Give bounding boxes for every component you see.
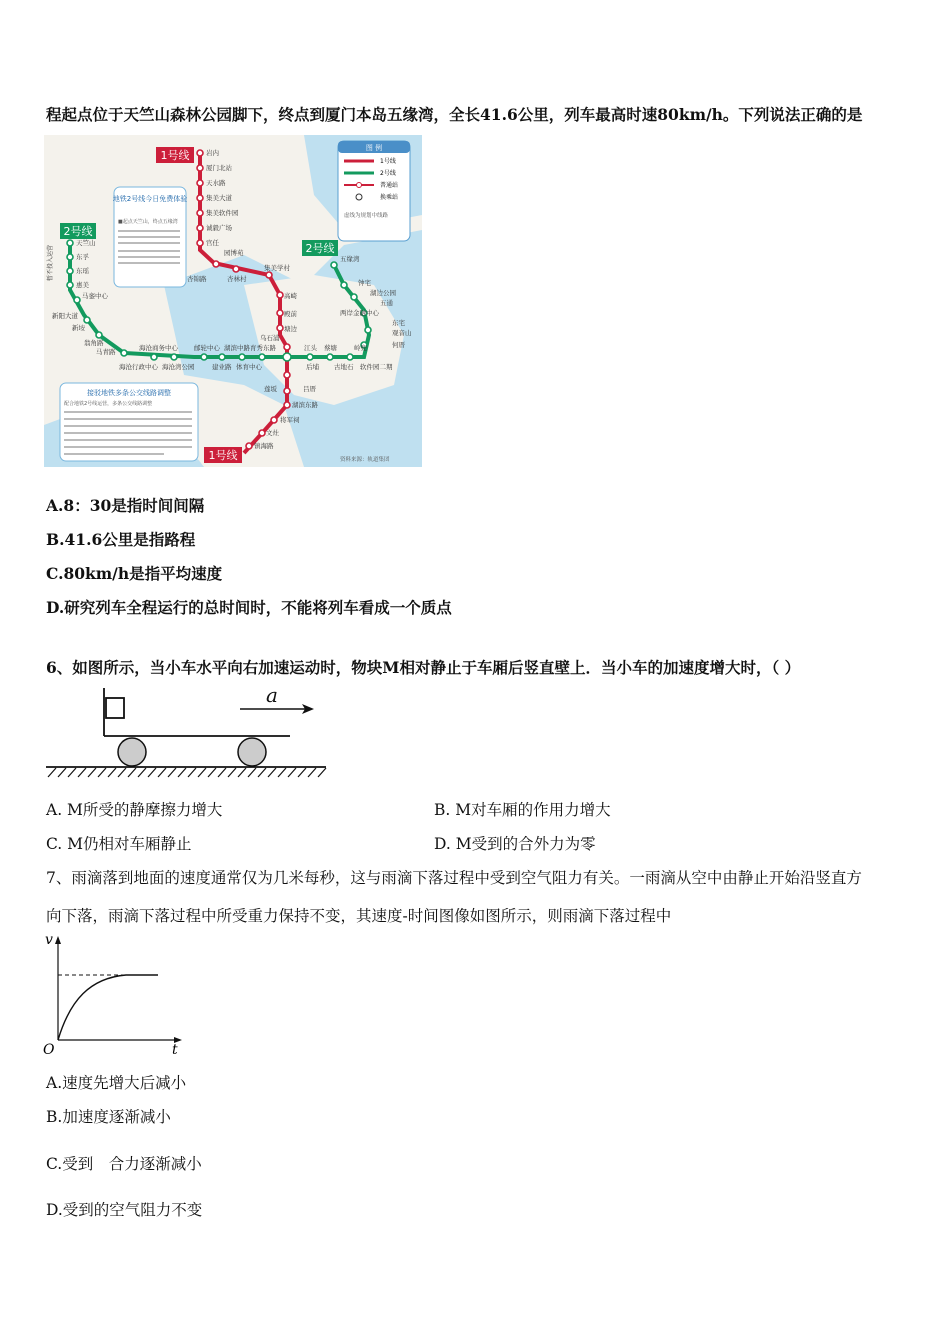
legend-title: 图 例: [365, 144, 383, 152]
station-label: 莲坂: [264, 385, 277, 393]
station-label: 高崎: [284, 292, 297, 300]
line2-label-left: 2号线: [63, 225, 93, 238]
station-label: 新阳大道: [52, 312, 78, 320]
station-label: 镇海路: [254, 442, 274, 450]
q6-option-b: B. M对车厢的作用力增大: [434, 801, 611, 819]
line1-label-top: 1号线: [160, 149, 190, 162]
station-label: 软件园二期: [360, 363, 393, 371]
q6-option-c: C. M仍相对车厢静止: [46, 835, 192, 853]
wheel-right: [238, 738, 266, 766]
station-label: 体育中心: [236, 363, 262, 371]
promo-text: ■起点天竺山，终点五缘湾: [118, 219, 178, 225]
station-label: 钟宅: [358, 279, 371, 287]
legend-item: 换乘站: [380, 194, 399, 201]
station-label: 塘边: [284, 325, 297, 333]
legend-note: 虚线为规划中线路: [344, 213, 389, 219]
station-label: 马銮中心: [82, 292, 108, 300]
station-label: 海沧湾公园: [162, 363, 195, 371]
station-label: 天竺山: [76, 239, 96, 247]
station-label: 集美软件园: [206, 209, 239, 217]
station-label: 何厝: [392, 341, 405, 349]
station-label: 后埔: [306, 363, 319, 371]
station-label: 杏林村: [227, 275, 247, 283]
legend-item: 普通站: [380, 182, 399, 189]
q6-option-d: D. M受到的合外力为零: [434, 835, 596, 853]
q7-option-a: A.速度先增大后减小: [46, 1074, 187, 1092]
station-label: 湖边公园: [370, 289, 396, 297]
vt-graph-figure: [40, 930, 190, 1060]
q7-option-c: C.受到 合力逐渐减小: [46, 1155, 202, 1173]
station-label: 岭兜: [354, 344, 367, 352]
promo-title: 地铁2号线今日免费体验: [112, 195, 188, 203]
q5-stem: 程起点位于天竺山森林公园脚下，终点到厦门本岛五缘湾，全长41.6公里，列车最高时速80km/h。下列说法正确的是: [46, 105, 863, 124]
station-label: 两岸金融中心: [340, 309, 379, 317]
source-text: 资料来源：轨道集团: [340, 457, 390, 463]
q5-option-a: A.8：30是指时间间隔: [46, 496, 205, 515]
station-label: 湖滨东路: [292, 401, 318, 409]
station-label: 翁角路: [84, 339, 104, 347]
station-label: 育秀东路: [250, 344, 276, 352]
t-axis-label: t: [172, 1042, 178, 1058]
station-label: 海沧行政中心: [119, 363, 158, 371]
station-label: 殿前: [284, 310, 297, 318]
line1-label-bottom: 1号线: [208, 449, 238, 462]
station-label: 马青路: [96, 348, 116, 356]
station-label: 五通: [380, 299, 393, 307]
wheel-left: [118, 738, 146, 766]
station-label: 观音山: [392, 329, 412, 337]
station-label: 东瑶: [76, 267, 89, 275]
q6-option-a: A. M所受的静摩擦力增大: [46, 801, 223, 819]
metro-map-figure: [44, 135, 422, 467]
station-label: 蔡塘: [324, 344, 337, 352]
station-label: 邮轮中心: [194, 344, 220, 352]
legend-item: 2号线: [380, 170, 396, 177]
station-label: 五缘湾: [340, 255, 360, 263]
q5-option-d: D.研究列车全程运行的总时间时，不能将列车看成一个质点: [46, 598, 452, 617]
not-operating-note: 暂不投入运营: [47, 244, 54, 281]
station-label: 吕厝: [303, 385, 316, 393]
station-label: 厦门北站: [206, 164, 232, 172]
origin-label: O: [43, 1042, 55, 1058]
line2-label-right: 2号线: [305, 242, 335, 255]
station-label: 天水路: [206, 179, 226, 187]
v-axis-label: v: [45, 932, 53, 948]
q7-stem-line1: 7、雨滴落到地面的速度通常仅为几米每秒，这与雨滴下落过程中受到空气阻力有关。一雨滴从空中由静止开始沿竖直方: [46, 869, 862, 887]
station-label: 岩内: [206, 149, 219, 157]
legend-item: 1号线: [380, 158, 396, 165]
station-label: 东宅: [392, 319, 405, 327]
q7-option-d: D.受到的空气阻力不变: [46, 1201, 203, 1219]
station-label: 官任: [206, 239, 219, 247]
q7-option-b: B.加速度逐渐减小: [46, 1108, 171, 1126]
bus-title: 接驳地铁多条公交线路调整: [87, 389, 171, 397]
station-label: 文灶: [266, 429, 279, 437]
station-label: 惠美: [76, 281, 89, 289]
station-label: 集美大道: [206, 194, 232, 202]
q6-stem: 6、如图所示，当小车水平向右加速运动时，物块M相对静止于车厢后竖直壁上．当小车的加速度增大时，（ ）: [46, 658, 801, 677]
station-label: 江头: [304, 344, 317, 352]
station-label: 湖滨中路: [224, 344, 250, 352]
bus-text: 配合地铁2号线运营，多条公交线路调整: [64, 401, 153, 407]
station-label: 乌石浦: [260, 334, 280, 342]
q5-option-b: B.41.6公里是指路程: [46, 530, 196, 549]
station-label: 古地石: [334, 363, 354, 371]
station-label: 集美学村: [264, 264, 290, 272]
station-label: 海沧商务中心: [139, 344, 178, 352]
q7-stem-line2: 向下落，雨滴下落过程中所受重力保持不变，其速度-时间图像如图所示，则雨滴下落过程中: [46, 907, 672, 925]
station-label: 新垵: [72, 324, 85, 332]
station-label: 诚毅广场: [206, 224, 232, 232]
station-label: 将军祠: [280, 416, 300, 424]
station-label: 杏锦路: [187, 275, 207, 283]
station-label: 东孚: [76, 253, 89, 261]
acceleration-label: a: [266, 684, 278, 707]
station-label: 园博苑: [224, 249, 244, 257]
station-label: 建业路: [212, 363, 232, 371]
q5-option-c: C.80km/h是指平均速度: [46, 564, 223, 583]
cart-figure: [44, 684, 330, 778]
